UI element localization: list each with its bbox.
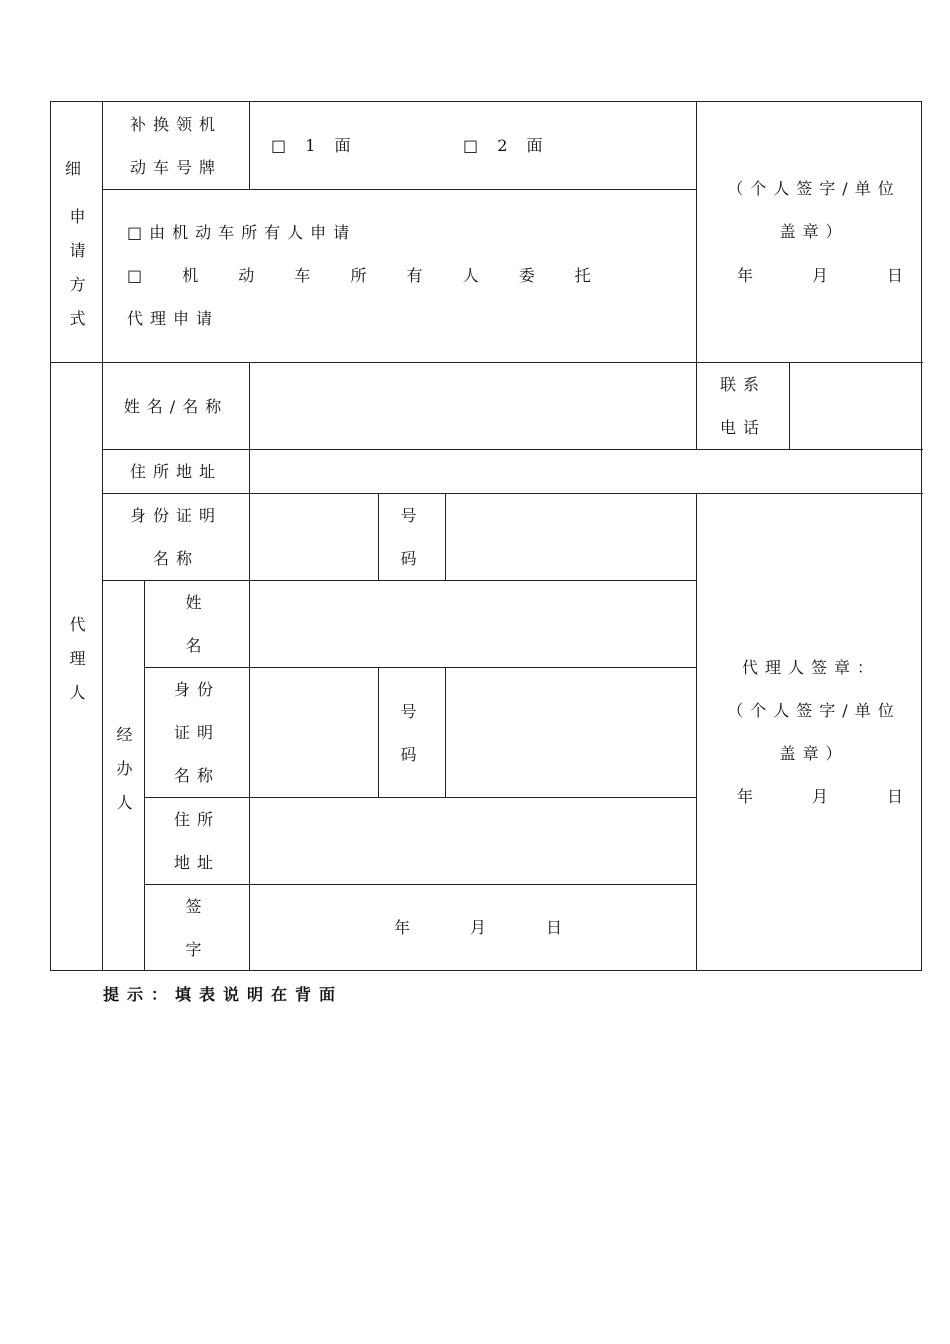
handler-name-label: 姓名 bbox=[185, 593, 209, 655]
method-owner-checkbox[interactable]: □由机动车所有人申请 bbox=[127, 223, 357, 242]
agent-section-label: 代理人 bbox=[67, 615, 86, 718]
detail-label: 细 bbox=[64, 159, 88, 178]
owner-sign-date[interactable]: 年 月 日 bbox=[737, 266, 903, 285]
method-agent-checkbox[interactable]: □ 机 动 车 所 有 人 委 托 bbox=[127, 266, 591, 285]
footer-note: 提示：填表说明在背面 bbox=[103, 985, 344, 1004]
agent-id-number-field[interactable] bbox=[446, 494, 696, 580]
agent-sign-date[interactable]: 年 月 日 bbox=[737, 787, 903, 806]
handler-address-field[interactable] bbox=[250, 798, 696, 884]
handler-id-number-field[interactable] bbox=[446, 668, 696, 797]
plate-option-2-checkbox[interactable]: □ 2 面 bbox=[463, 136, 550, 155]
agent-id-name-label: 身份证明名称 bbox=[129, 506, 222, 568]
agent-sign-note: （个人签字/单位盖章） bbox=[727, 701, 901, 763]
plate-option-1-checkbox[interactable]: □ 1 面 bbox=[271, 136, 358, 155]
handler-address-label: 住所地址 bbox=[173, 810, 220, 872]
agent-address-label: 住所地址 bbox=[129, 462, 222, 481]
handler-id-name-field[interactable] bbox=[250, 668, 378, 797]
handler-name-field[interactable] bbox=[250, 581, 696, 667]
agent-phone-field[interactable] bbox=[790, 363, 921, 449]
method-agent-line2: 代理申请 bbox=[127, 309, 220, 328]
agent-sign-title: 代理人签章： bbox=[741, 658, 880, 677]
handler-id-name-label: 身份证明名称 bbox=[173, 680, 220, 785]
agent-address-field[interactable] bbox=[250, 450, 921, 493]
agent-id-number-label: 号码 bbox=[400, 506, 424, 568]
replace-plate-label: 补换领机动车号牌 bbox=[129, 114, 222, 177]
apply-method-label: 申请方式 bbox=[67, 208, 86, 344]
agent-id-name-field[interactable] bbox=[250, 494, 378, 580]
agent-name-field[interactable] bbox=[250, 363, 696, 449]
agent-phone-label: 联系电话 bbox=[719, 375, 766, 437]
handler-sign-date[interactable]: 年 月 日 bbox=[394, 918, 562, 937]
handler-section-label: 经办人 bbox=[114, 726, 133, 828]
form-table bbox=[50, 101, 922, 971]
handler-sign-label: 签字 bbox=[185, 897, 209, 959]
agent-name-label: 姓名/名称 bbox=[123, 396, 229, 416]
owner-sign-note: （个人签字/单位盖章） bbox=[727, 179, 901, 241]
handler-id-number-label: 号码 bbox=[400, 701, 424, 764]
